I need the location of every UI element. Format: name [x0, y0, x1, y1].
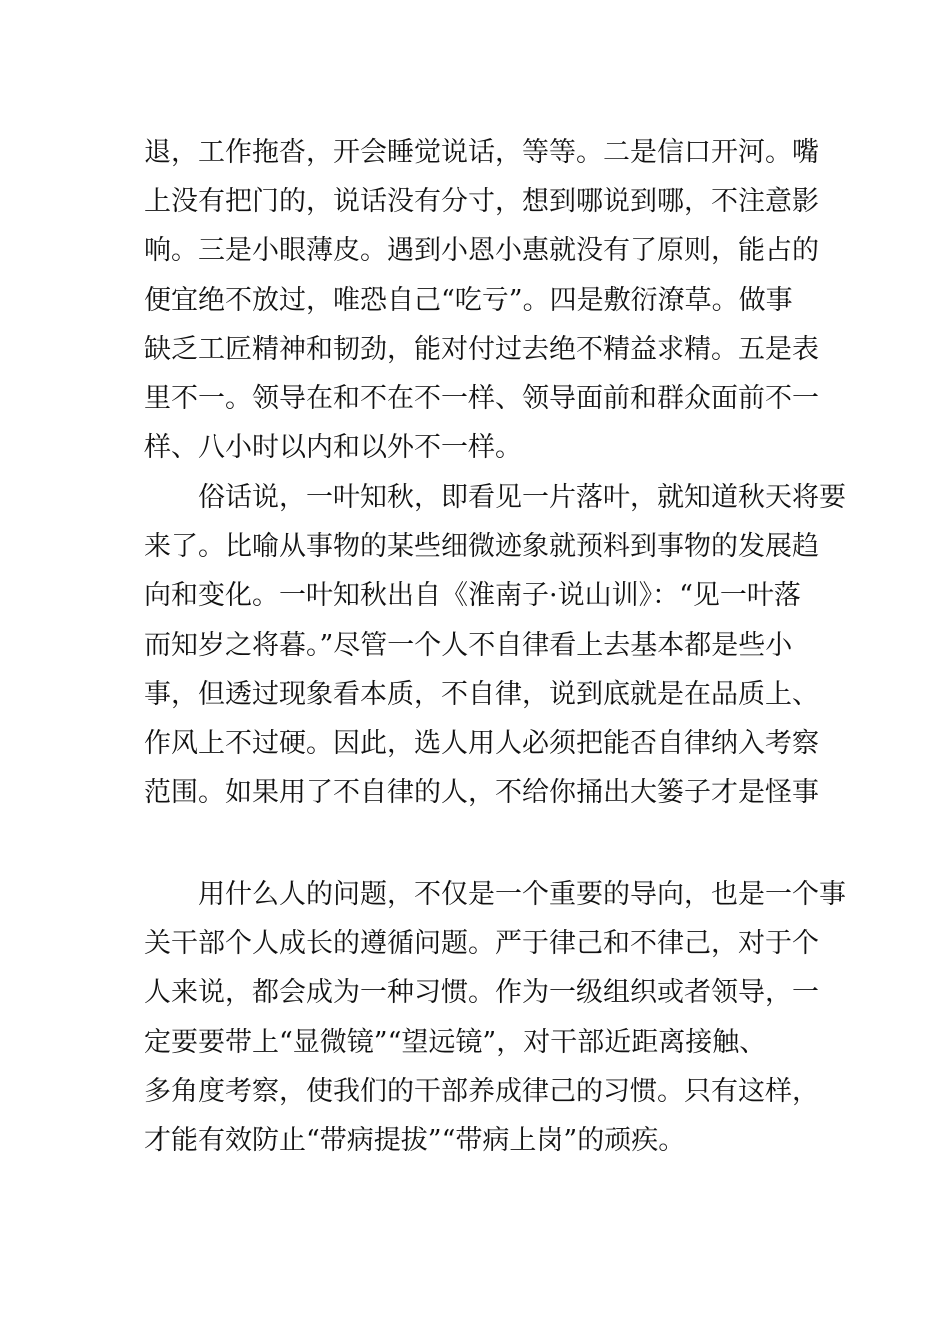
paragraph-line: 样、八小时以内和以外不一样。 — [144, 432, 522, 464]
paragraph-line: 而知岁之将暮。”尽管一个人不自律看上去基本都是些小 — [144, 629, 793, 661]
paragraph-line: 多角度考察，使我们的干部养成律己的习惯。只有这样， — [144, 1075, 819, 1107]
paragraph-line: 便宜绝不放过，唯恐自己“吃亏”。四是敷衍潦草。做事 — [144, 284, 793, 316]
paragraph-line: 缺乏工匠精神和韧劲，能对付过去绝不精益求精。五是表 — [144, 333, 819, 365]
paragraph-line: 向和变化。一叶知秋出自《淮南子·说山训》：“见一叶落 — [144, 580, 801, 612]
paragraph-line: 关干部个人成长的遵循问题。严于律己和不律己，对于个 — [144, 928, 819, 960]
paragraph-line: 退，工作拖沓，开会睡觉说话，等等。二是信口开河。嘴 — [144, 137, 819, 168]
paragraph-line: 响。三是小眼薄皮。遇到小恩小惠就没有了原则，能占的 — [144, 235, 819, 267]
paragraph-line: 定要要带上“显微镜”“望远镜”，对干部近距离接触、 — [144, 1026, 767, 1058]
paragraph-line: 上没有把门的，说话没有分寸，想到哪说到哪，不注意影 — [144, 186, 819, 218]
paragraph-line: 里不一。领导在和不在不一样、领导面前和群众面前不一 — [144, 383, 819, 415]
paragraph-line: 范围。如果用了不自律的人，不给你捅出大篓子才是怪事 — [144, 777, 819, 809]
paragraph-line: 来了。比喻从事物的某些细微迹象就预料到事物的发展趋 — [144, 531, 819, 563]
paragraph-line: 人来说，都会成为一种习惯。作为一级组织或者领导，一 — [144, 977, 819, 1009]
paragraph-line: 才能有效防止“带病提拔”“带病上岗”的顽疾。 — [144, 1125, 686, 1157]
paragraph-line: 作风上不过硬。因此，选人用人必须把能否自律纳入考察 — [144, 728, 819, 760]
paragraph-1 — [144, 128, 819, 472]
paragraph-line: 用什么人的问题，不仅是一个重要的导向，也是一个事 — [144, 879, 846, 910]
paragraph-2 — [144, 473, 846, 817]
paragraph-3 — [144, 870, 846, 1165]
paragraph-line: 俗话说，一叶知秋，即看见一片落叶，就知道秋天将要 — [144, 482, 846, 513]
paragraph-line: 事，但透过现象看本质，不自律，说到底就是在品质上、 — [144, 678, 819, 710]
